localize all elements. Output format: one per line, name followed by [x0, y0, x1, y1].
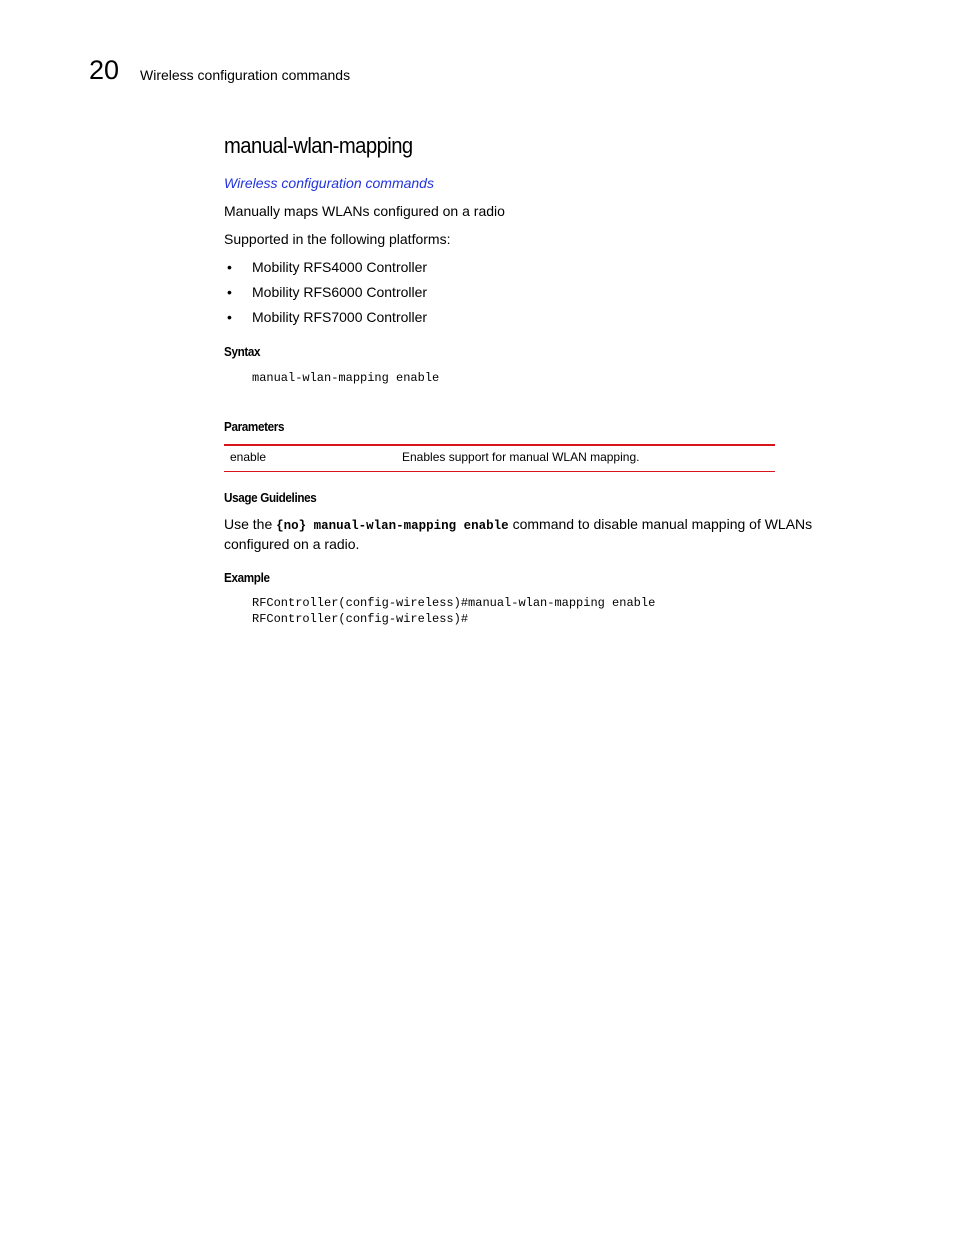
- usage-heading: Usage Guidelines: [224, 490, 317, 505]
- chapter-title: Wireless configuration commands: [140, 67, 351, 83]
- usage-text-after: command to disable manual mapping of WLANs configured on a radio.: [224, 516, 813, 552]
- example-code-line: RFController(config-wireless)#manual-wlan-mapping enable: [252, 596, 656, 610]
- example-heading: Example: [224, 570, 270, 585]
- syntax-heading: Syntax: [224, 344, 261, 359]
- parameters-table: [224, 444, 775, 472]
- list-item: [224, 308, 427, 333]
- crosslink-wireless-commands[interactable]: Wireless configuration commands: [224, 175, 434, 191]
- example-code-line: RFController(config-wireless)#: [252, 612, 469, 626]
- usage-command: {no} manual-wlan-mapping enable: [276, 519, 509, 533]
- command-description: Manually maps WLANs configured on a radio: [224, 203, 505, 219]
- platforms-intro: Supported in the following platforms:: [224, 231, 451, 247]
- platform-name: Mobility RFS4000 Controller: [252, 259, 428, 275]
- chapter-number: 20: [89, 55, 120, 85]
- bullet-icon: •: [227, 284, 232, 300]
- platform-list: [224, 258, 427, 333]
- param-description: Enables support for manual WLAN mapping.: [402, 450, 640, 464]
- param-name: enable: [230, 450, 267, 464]
- usage-text: [224, 515, 864, 553]
- section-title: manual-wlan-mapping: [224, 133, 413, 158]
- list-item: [224, 283, 427, 308]
- bullet-icon: •: [227, 259, 232, 275]
- platform-name: Mobility RFS7000 Controller: [252, 309, 428, 325]
- platform-name: Mobility RFS6000 Controller: [252, 284, 428, 300]
- syntax-code: manual-wlan-mapping enable: [252, 371, 440, 385]
- parameters-heading: Parameters: [224, 419, 285, 434]
- list-item: [224, 258, 427, 283]
- usage-text-before: Use the: [224, 516, 277, 532]
- bullet-icon: •: [227, 309, 232, 325]
